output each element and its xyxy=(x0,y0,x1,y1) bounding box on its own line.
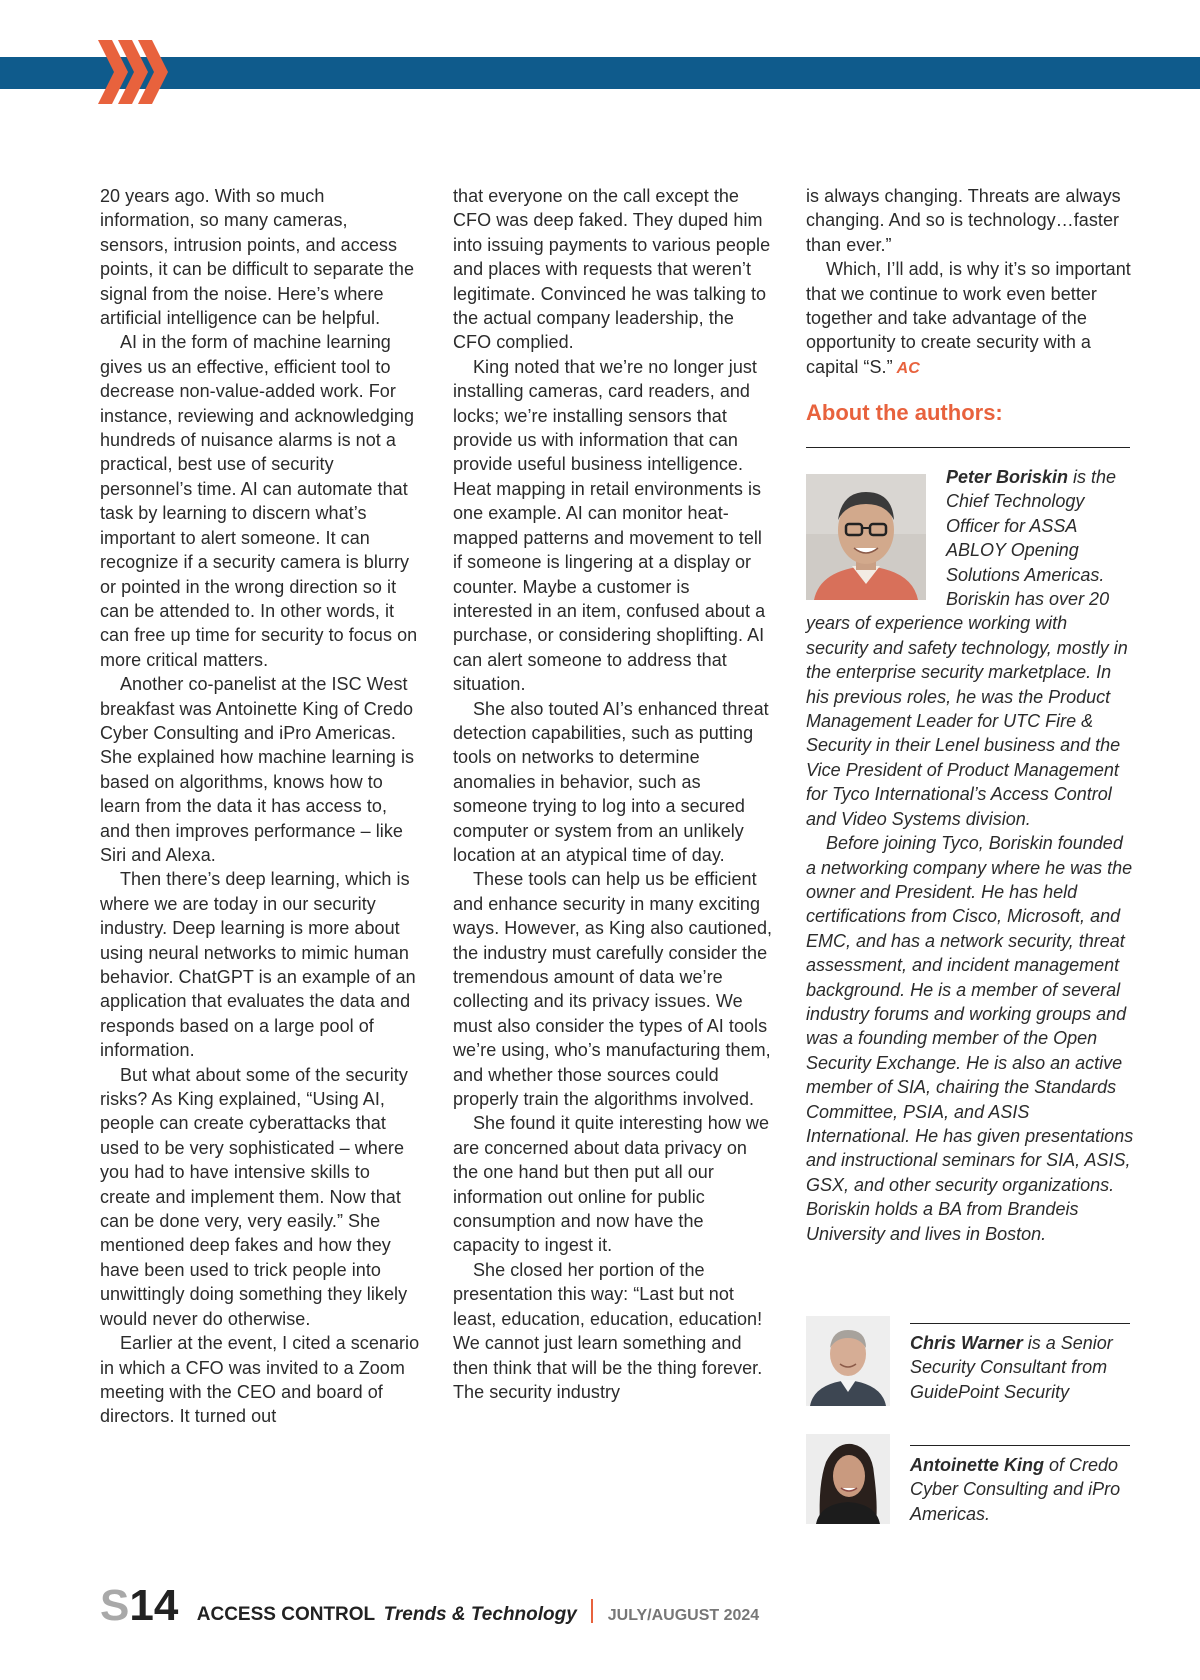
paragraph: 20 years ago. With so much information, so many cameras, sensors, intrusion points, and access points, it can be difficult to separate the signal from the noise. Here’s where artificial intelligence can be helpful. xyxy=(100,186,415,329)
paragraph: Another co-panelist at the ISC West breakfast was Antoinette King of Credo Cyber Consulting and iPro Americas. She explained how machine learning is based on algorithms, knows how to learn from the data it has access to, and then improves performance – like Siri and Alexa. xyxy=(100,674,415,865)
paragraph: King noted that we’re no longer just installing cameras, card readers, and locks; we’re installing sensors that provide us with information that can provide useful business intelligence. Heat mapping in retail environments is one example. AI can monitor heat-mapped patterns and movement to tell if someone is lingering at a display or counter. Maybe a customer is interested in an item, confused about a purchase, or considering shoplifting. AI can alert someone to address that situation. xyxy=(453,356,766,695)
paragraph: is always changing. Threats are always changing. And so is technology…faster than ever.” xyxy=(806,186,1121,255)
page-footer xyxy=(100,1581,759,1633)
paragraph: Earlier at the event, I cited a scenario in which a CFO was invited to a Zoom meeting with the CEO and board of directors. It turned out xyxy=(100,1333,420,1427)
page-number: 14 xyxy=(129,1581,179,1630)
end-mark: AC xyxy=(896,359,920,377)
author-photo-king xyxy=(806,1434,890,1524)
issue-date: JULY/AUGUST 2024 xyxy=(607,1607,760,1624)
bio-text: is a Senior Security Consultant from GuidePoint Security xyxy=(910,1333,1113,1402)
bio-text: is the Chief Technology Officer for ASSA ABLOY Opening Solutions Americas. Boriskin has over 20 years of experience working with security and safety technology, mostly in the enterprise security marketplace. In his previous roles, he was the Product Management Leader for UTC Fire & Security in their Lenel business and the Vice President of Product Management for Tyco International’s Access Control and Video Systems division. xyxy=(806,467,1128,829)
paragraph: Then there’s deep learning, which is where we are today in our security industry. Deep learning is more about using neural networks to mimic human behavior. ChatGPT is an example of an application that evaluates the data and responds based on a large pool of information. xyxy=(100,869,416,1061)
header-bar xyxy=(0,57,1200,89)
author-bio-king xyxy=(910,1453,1136,1526)
paragraph xyxy=(806,257,1136,381)
paragraph: These tools can help us be efficient and enhance security in many exciting ways. However, as King also cautioned, the industry must carefully consider the tremendous amount of data we’re collecting and its privacy issues. We must also consider the types of AI tools we’re using, who’s manufacturing them, and whether those sources could properly train the algorithms involved. xyxy=(453,869,773,1110)
paragraph: that everyone on the call except the CFO was deep faked. They duped him into issuing payments to various people and places with requests that weren’t legitimate. Convinced he was talking to the actual company leadership, the CFO complied. xyxy=(453,186,771,353)
author-name: Antoinette King xyxy=(910,1455,1044,1475)
paragraph: She also touted AI’s enhanced threat detection capabilities, such as putting tools on networks to determine anomalies in behavior, such as someone trying to log into a secured computer or system from an unlikely location at an atypical time of day. xyxy=(453,698,769,865)
paragraph: AI in the form of machine learning gives us an effective, efficient tool to decrease non-value-added work. For instance, reviewing and acknowledging hundreds of nuisance alarms is not a practical, best use of security personnel’s time. AI can automate that task by learning to discern what’s important to alert someone. It can recognize if a security camera is blurry or pointed in the wrong direction so it can be attended to. In other words, it can free up time for security to focus on more critical matters. xyxy=(100,332,418,670)
article-column-2 xyxy=(453,184,773,1404)
author-photo-warner xyxy=(806,1316,890,1406)
magazine-title: ACCESS CONTROL xyxy=(196,1604,376,1625)
article-column-3 xyxy=(806,184,1136,381)
divider xyxy=(806,447,1130,448)
article-column-1 xyxy=(100,184,420,1429)
divider xyxy=(910,1445,1130,1446)
author-name: Chris Warner xyxy=(910,1333,1023,1353)
paragraph: But what about some of the security risks? As King explained, “Using AI, people can create cyberattacks that used to be very sophisticated – where you had to have intensive skills to create and implement them. Now that can be done very, very easily.” She mentioned deep fakes and how they have been used to trick people into unwittingly doing something they likely would never do otherwise. xyxy=(100,1064,408,1329)
paragraph: She found it quite interesting how we are concerned about data privacy on the one hand but then put all our information out online for public consumption and now have the capacity to ingest it. xyxy=(453,1113,770,1256)
author-bio-boriskin xyxy=(806,465,1134,1246)
author-name: Peter Boriskin xyxy=(946,467,1069,487)
page-prefix: S xyxy=(100,1581,130,1630)
footer-separator xyxy=(591,1599,593,1623)
author-photo-boriskin xyxy=(806,474,926,600)
about-authors-heading: About the authors: xyxy=(806,400,1003,425)
paragraph-text: Which, I’ll add, is why it’s so important that we continue to work even better together and take advantage of the opportunity to create security with a capital “S.” xyxy=(806,259,1131,377)
paragraph: She closed her portion of the presentation this way: “Last but not least, education, education, education! We cannot just learn something and then think that will be the thing forever. The security industry xyxy=(453,1259,763,1402)
magazine-subtitle: Trends & Technology xyxy=(383,1604,577,1625)
divider xyxy=(910,1323,1130,1324)
bio-paragraph: Before joining Tyco, Boriskin founded a networking company where he was the owner and President. He has held certifications from Cisco, Microsoft, and EMC, and has a network security, threat assessment, and incident management background. He is a member of several industry forums and working groups and was a founding member of the Open Security Exchange. He is also an active member of SIA, chairing the Standards Committee, PSIA, and ASIS International. He has given presentations and instructional seminars for SIA, ASIS, GSX, and other security organizations. Boriskin holds a BA from Brandeis University and lives in Boston. xyxy=(806,833,1134,1244)
author-bio-warner xyxy=(910,1331,1136,1404)
chevron-arrows-icon xyxy=(98,40,168,104)
bio-text: of Credo Cyber Consulting and iPro Americas. xyxy=(910,1455,1121,1524)
